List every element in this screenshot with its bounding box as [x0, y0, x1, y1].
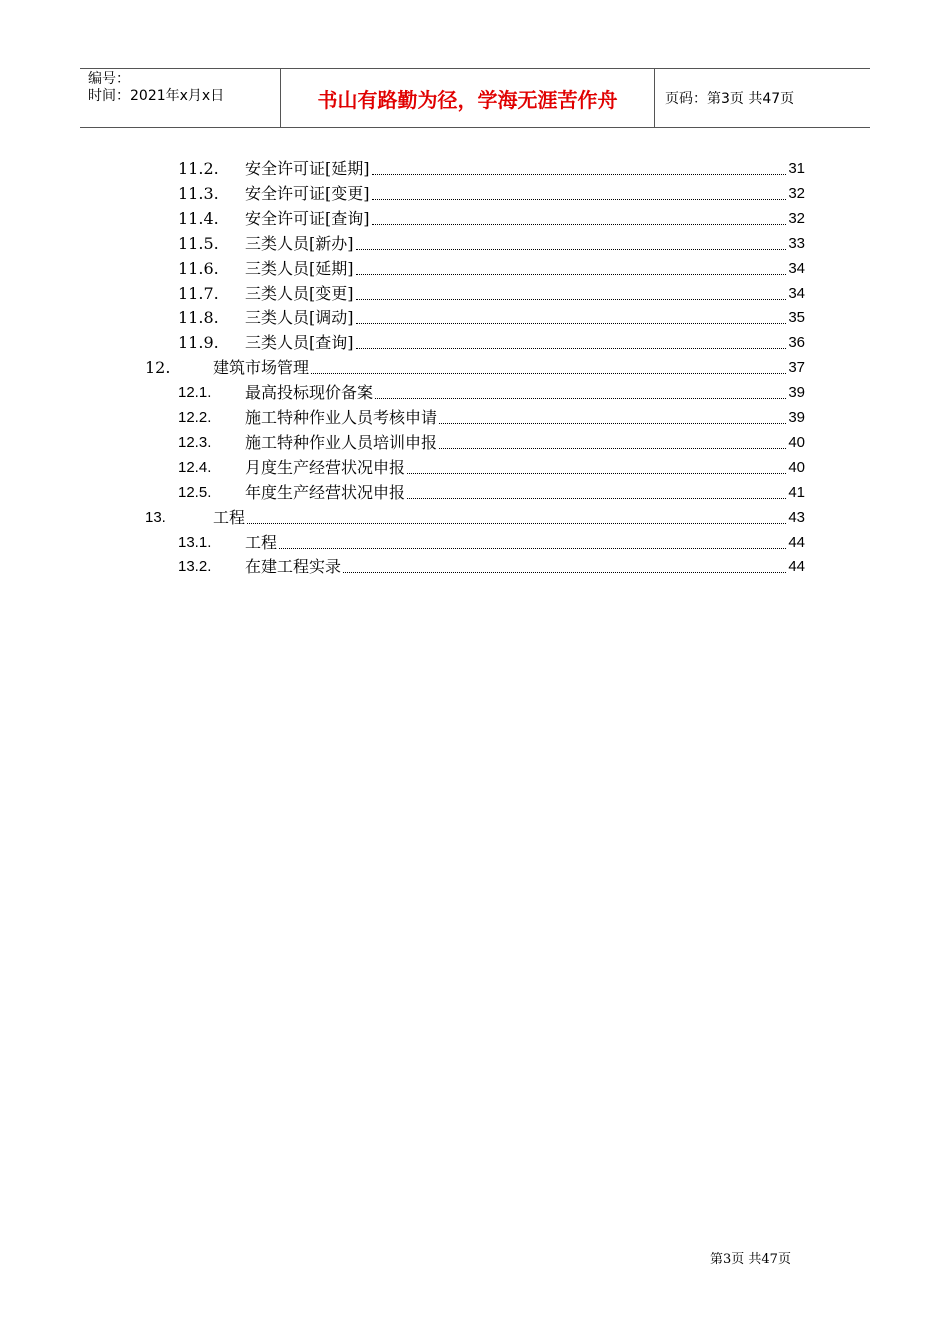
toc-entry[interactable]	[145, 504, 805, 528]
toc-entry[interactable]	[145, 354, 805, 378]
toc-entry[interactable]	[178, 155, 805, 179]
toc-dot-leader	[279, 547, 786, 549]
toc-entry-page: 41	[788, 483, 805, 501]
toc-dot-leader	[372, 198, 787, 200]
toc-entry-number: 12.	[145, 358, 171, 378]
toc-dot-leader	[311, 372, 786, 374]
header-meta	[80, 69, 281, 127]
toc-entry[interactable]	[178, 429, 805, 453]
document-number-label: 编号：	[88, 71, 130, 87]
toc-entry-number: 11.2.	[178, 159, 219, 178]
toc-entry-number: 11.6.	[178, 258, 219, 278]
toc-entry-page: 43	[788, 508, 805, 526]
toc-dot-leader	[343, 571, 786, 573]
toc-dot-leader	[407, 497, 786, 499]
toc-entry[interactable]	[178, 280, 805, 304]
toc-dot-leader	[356, 347, 787, 349]
toc-entry-number: 11.4.	[178, 208, 219, 228]
toc-entry-number: 11.3.	[178, 183, 219, 203]
toc-dot-leader	[356, 298, 787, 300]
toc-entry[interactable]	[178, 479, 805, 503]
toc-entry-title: 工程	[245, 532, 278, 552]
toc-entry-title: 安全许可证[延期]	[245, 159, 370, 178]
toc-entry-page: 34	[788, 284, 805, 302]
toc-dot-leader	[372, 223, 787, 225]
toc-entry[interactable]	[178, 404, 805, 428]
toc-entry-number: 12.3.	[178, 433, 212, 451]
toc-entry-title: 三类人员[新办]	[245, 233, 354, 253]
toc-entry-title: 施工特种作业人员考核申请	[245, 408, 438, 427]
toc-entry-title: 施工特种作业人员培训申报	[245, 432, 438, 452]
toc-entry-page: 33	[788, 234, 805, 252]
toc-entry-page: 44	[788, 533, 805, 551]
toc-entry-number: 11.8.	[178, 308, 219, 328]
toc-entry[interactable]	[178, 529, 805, 553]
toc-entry-number: 13.2.	[178, 558, 212, 576]
toc-dot-leader	[375, 397, 786, 399]
toc-dot-leader	[372, 173, 787, 175]
toc-entry-page: 37	[788, 359, 805, 377]
toc-entry-title: 在建工程实录	[245, 557, 342, 577]
toc-entry-title: 三类人员[查询]	[245, 333, 354, 353]
toc-entry-title: 三类人员[调动]	[245, 308, 354, 328]
toc-dot-leader	[356, 322, 787, 324]
toc-entry-title: 最高投标现价备案	[245, 383, 374, 403]
toc-entry-title: 工程	[213, 507, 246, 527]
toc-dot-leader	[439, 447, 786, 449]
toc-entry[interactable]	[178, 553, 805, 577]
toc-entry-title: 三类人员[变更]	[245, 283, 354, 303]
toc-dot-leader	[439, 422, 786, 424]
page-header	[80, 68, 870, 128]
toc-entry-page: 32	[788, 184, 805, 202]
toc-entry[interactable]	[178, 180, 805, 204]
toc-entry[interactable]	[178, 205, 805, 229]
toc-dot-leader	[247, 522, 786, 524]
toc-entry-page: 39	[788, 384, 805, 402]
toc-entry-page: 44	[788, 558, 805, 576]
toc-entry-title: 年度生产经营状况申报	[245, 482, 406, 502]
toc-dot-leader	[356, 273, 787, 275]
toc-entry[interactable]	[178, 329, 805, 353]
toc-entry-page: 39	[788, 409, 805, 426]
toc-entry-page: 35	[788, 309, 805, 327]
toc-entry-page: 31	[788, 160, 805, 177]
toc-entry[interactable]	[178, 454, 805, 478]
toc-entry-number: 12.4.	[178, 458, 212, 476]
toc-entry-title: 安全许可证[变更]	[245, 183, 370, 203]
toc-entry-number: 11.9.	[178, 333, 219, 353]
toc-entry-title: 安全许可证[查询]	[245, 208, 370, 228]
toc-entry-page: 40	[788, 458, 805, 476]
toc-dot-leader	[407, 472, 786, 474]
toc-entry-page: 40	[788, 433, 805, 451]
toc-entry[interactable]	[178, 379, 805, 403]
toc-entry-page: 34	[788, 259, 805, 277]
toc-entry-number: 11.5.	[178, 233, 219, 253]
toc-entry-number: 12.5.	[178, 483, 212, 501]
header-page-info: 页码：第3页 共47页	[665, 91, 795, 107]
header-motto: 书山有路勤为径，学海无涯苦作舟	[281, 69, 655, 127]
toc-entry-title: 建筑市场管理	[213, 358, 310, 378]
footer-page-number: 第3页 共47页	[710, 1252, 791, 1267]
toc-entry-number: 13.	[145, 508, 166, 526]
toc-entry-number: 12.2.	[178, 409, 212, 426]
toc-entry[interactable]	[178, 230, 805, 254]
toc-entry-page: 32	[788, 209, 805, 227]
document-time-label: 时间：2021年x月x日	[88, 88, 225, 104]
toc-dot-leader	[356, 248, 787, 250]
toc-entry-number: 12.1.	[178, 384, 212, 402]
toc-entry-number: 13.1.	[178, 533, 212, 551]
toc-entry-title: 月度生产经营状况申报	[245, 457, 406, 477]
toc-entry[interactable]	[178, 304, 805, 328]
toc-entry-number: 11.7.	[178, 283, 219, 303]
toc-entry-title: 三类人员[延期]	[245, 258, 354, 278]
toc-entry-page: 36	[788, 334, 805, 352]
toc-entry[interactable]	[178, 255, 805, 279]
